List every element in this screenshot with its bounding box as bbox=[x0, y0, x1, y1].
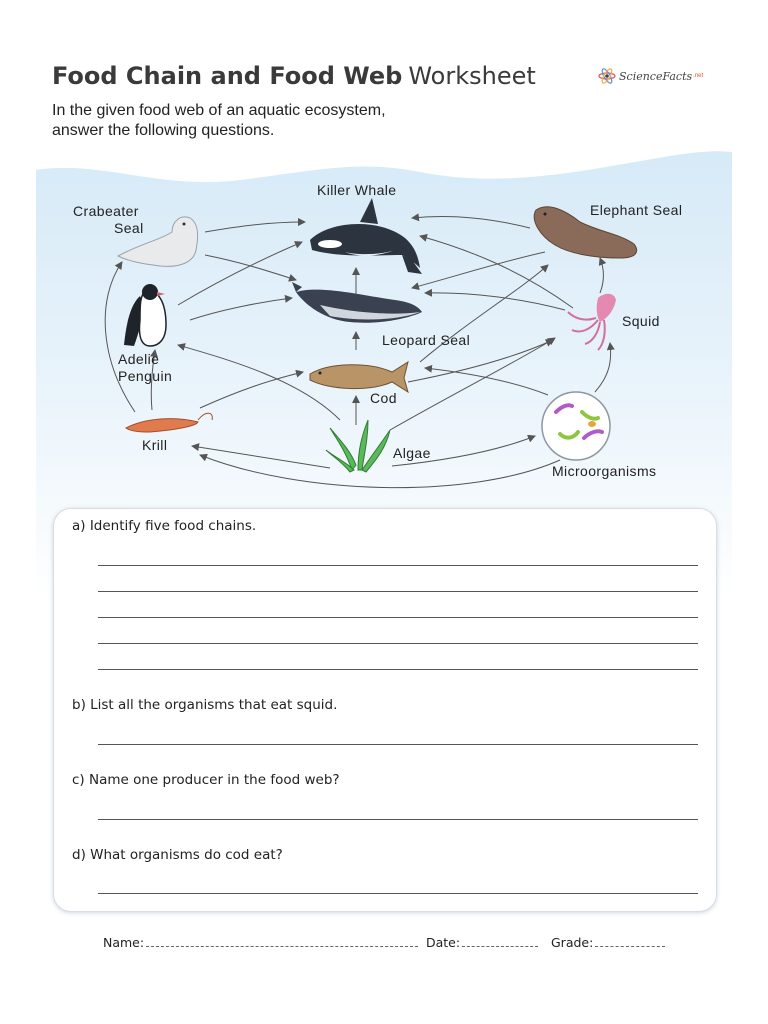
date-field[interactable] bbox=[426, 934, 538, 950]
answer-line-a1[interactable] bbox=[98, 565, 698, 566]
label-squid: Squid bbox=[622, 313, 660, 329]
question-d: d) What organisms do cod eat? bbox=[72, 847, 283, 863]
logo-text: ScienceFacts bbox=[619, 69, 693, 83]
answer-line-a4[interactable] bbox=[98, 643, 698, 644]
label-adelie-penguin-line1: Adelie bbox=[118, 351, 160, 367]
title-bold: Food Chain and Food Web bbox=[52, 62, 403, 90]
grade-blank[interactable] bbox=[595, 934, 665, 947]
answer-line-a2[interactable] bbox=[98, 591, 698, 592]
instructions-line-2: answer the following questions. bbox=[52, 122, 275, 139]
date-label: Date: bbox=[426, 935, 461, 950]
grade-label: Grade: bbox=[551, 935, 594, 950]
label-cod: Cod bbox=[370, 390, 397, 406]
answer-line-a5[interactable] bbox=[98, 669, 698, 670]
date-blank[interactable] bbox=[462, 934, 538, 947]
logo-suffix: .net bbox=[693, 73, 704, 79]
answer-line-c[interactable] bbox=[98, 819, 698, 820]
name-label: Name: bbox=[103, 935, 145, 950]
title-light: Worksheet bbox=[408, 62, 536, 90]
grade-field[interactable] bbox=[551, 934, 665, 950]
label-crabeater-seal-line1: Crabeater bbox=[73, 203, 139, 219]
label-killer-whale: Killer Whale bbox=[317, 182, 397, 198]
question-b: b) List all the organisms that eat squid. bbox=[72, 697, 338, 713]
answer-line-b[interactable] bbox=[98, 744, 698, 745]
label-elephant-seal: Elephant Seal bbox=[590, 202, 683, 218]
name-field[interactable] bbox=[103, 934, 418, 950]
question-c: c) Name one producer in the food web? bbox=[72, 772, 340, 788]
label-leopard-seal: Leopard Seal bbox=[382, 332, 471, 348]
microorganisms-illustration bbox=[542, 392, 610, 460]
question-a: a) Identify five food chains. bbox=[72, 518, 257, 534]
answer-line-d[interactable] bbox=[98, 893, 698, 894]
label-algae: Algae bbox=[393, 445, 431, 461]
instructions-line-1: In the given food web of an aquatic ecosystem, bbox=[52, 102, 386, 119]
questions-panel bbox=[53, 508, 717, 912]
label-krill: Krill bbox=[142, 437, 168, 453]
name-blank[interactable] bbox=[146, 934, 418, 947]
label-adelie-penguin-line2: Penguin bbox=[118, 368, 173, 384]
label-crabeater-seal-line2: Seal bbox=[114, 220, 144, 236]
label-microorganisms: Microorganisms bbox=[552, 463, 657, 479]
answer-line-a3[interactable] bbox=[98, 617, 698, 618]
